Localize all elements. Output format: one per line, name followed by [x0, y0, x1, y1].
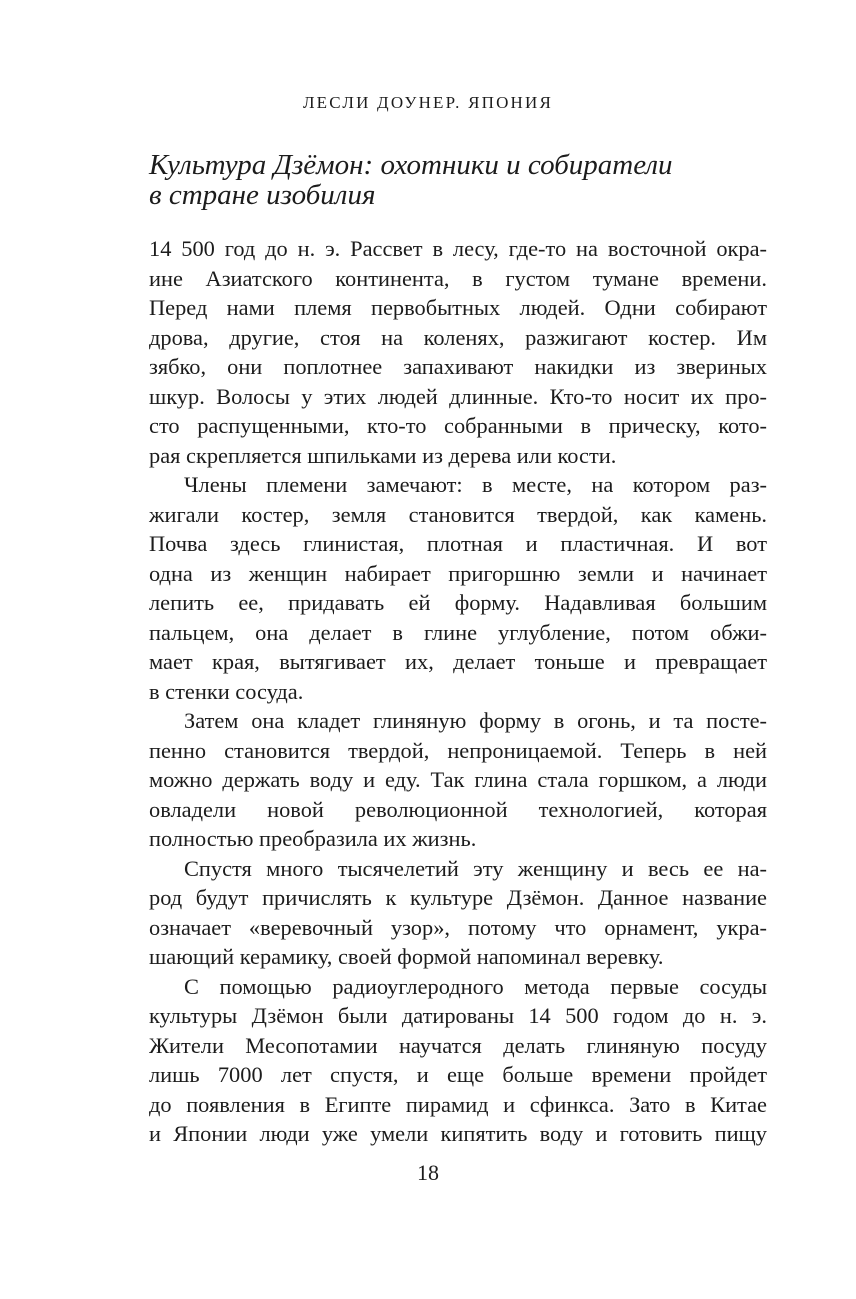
paragraph	[149, 972, 767, 1149]
paragraph-line: рая скрепляется шпильками из дерева или кости.	[149, 442, 617, 468]
paragraph-line: пенно становится твердой, непроницаемой. Теперь в ней	[149, 737, 767, 763]
paragraph-line: дрова, другие, стоя на коленях, разжигают костер. Им	[149, 324, 767, 350]
paragraph	[149, 706, 767, 854]
paragraph-line: лишь 7000 лет спустя, и еще больше времени пройдет	[149, 1062, 767, 1087]
paragraph-line: жигали костер, земля становится твердой, как камень.	[149, 501, 767, 527]
page-number: 18	[417, 1160, 439, 1185]
paragraph-line: шкур. Волосы у этих людей длинные. Кто-то носит их про-	[149, 383, 767, 409]
paragraph-line: в стенки сосуда.	[149, 678, 304, 704]
paragraph-line: Перед нами племя первобытных людей. Одни собирают	[149, 295, 767, 320]
paragraph-line: полностью преобразила их жизнь.	[149, 826, 477, 851]
paragraph-line: и Японии люди уже умели кипятить воду и готовить пищу	[149, 1121, 767, 1146]
heading-line: Культура Дзёмон: охотники и собиратели	[149, 149, 673, 181]
paragraph-line: сто распущенными, кто-то собранными в прическу, кото-	[149, 413, 767, 438]
paragraph-line: ине Азиатского континента, в густом тумане времени.	[149, 265, 767, 291]
paragraph-line: можно держать воду и еду. Так глина стала горшком, а люди	[149, 767, 767, 792]
paragraph-line: Спустя много тысячелетий эту женщину и весь ее на-	[184, 855, 767, 881]
paragraph-line: пальцем, она делает в глине углубление, потом обжи-	[149, 619, 767, 645]
paragraph-line: означает «веревочный узор», потому что орнамент, укра-	[149, 914, 767, 940]
paragraph-line: мает края, вытягивает их, делает тоньше и превращает	[149, 649, 767, 674]
chapter-heading	[149, 150, 799, 210]
paragraph-line: шающий керамику, своей формой напоминал веревку.	[149, 944, 664, 969]
paragraph	[149, 854, 767, 972]
paragraph-line: род будут причислять к культуре Дзёмон. Данное название	[149, 885, 767, 910]
paragraph-line: Жители Месопотамии научатся делать глиняную посуду	[149, 1032, 767, 1058]
paragraph-line: овладели новой революционной технологией, которая	[149, 796, 767, 822]
paragraph	[149, 470, 767, 706]
paragraph-line: Затем она кладет глиняную форму в огонь, и та посте-	[184, 708, 767, 733]
paragraph-line: Члены племени замечают: в месте, на котором раз-	[184, 472, 767, 497]
paragraph-line: Почва здесь глинистая, плотная и пластичная. И вот	[149, 531, 767, 556]
running-header: ЛЕСЛИ ДОУНЕР. ЯПОНИЯ	[302, 93, 554, 112]
paragraph-line: зябко, они поплотнее запахивают накидки из звериных	[149, 354, 767, 379]
body-text	[149, 234, 767, 1149]
paragraph-line: 14 500 год до н. э. Рассвет в лесу, где-то на восточной окра-	[149, 236, 767, 261]
paragraph	[149, 234, 767, 470]
paragraph-line: лепить ее, придавать ей форму. Надавливая большим	[149, 590, 767, 615]
paragraph-line: культуры Дзёмон были датированы 14 500 годом до н. э.	[149, 1003, 767, 1028]
heading-line: в стране изобилия	[149, 179, 376, 211]
paragraph-line: до появления в Египте пирамид и сфинкса. Зато в Китае	[149, 1091, 767, 1117]
paragraph-line: С помощью радиоуглеродного метода первые сосуды	[184, 973, 767, 999]
paragraph-line: одна из женщин набирает пригоршню земли и начинает	[149, 560, 767, 586]
